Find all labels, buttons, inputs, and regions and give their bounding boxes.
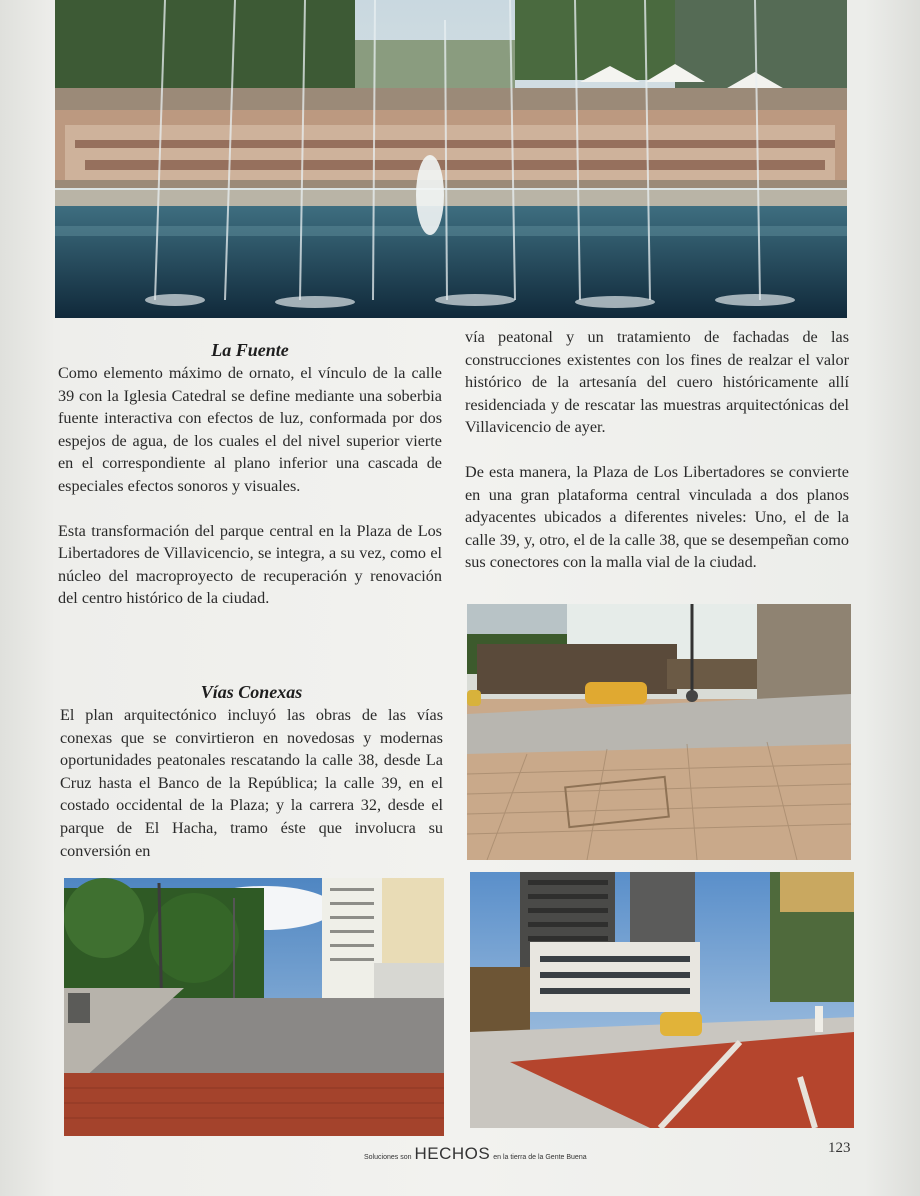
section-heading-vias-conexas: Vías Conexas (200, 682, 303, 702)
street-photo-pedestrian (64, 878, 444, 1136)
section-vias-conexas (60, 680, 443, 862)
paragraph: Esta transformación del parque central en la Plaza de Los Libertadores de Villavicencio, se integra, a su vez, como el núcleo del macroproyecto de recuperación y renovación del centro histórico de la ciudad. (58, 521, 442, 608)
footer-brand-name: HECHOS (414, 1144, 491, 1163)
paragraph: vía peatonal y un tratamiento de fachadas de las construcciones existentes con los fines de realzar el valor histórico de la artesanía del cuero históricamente allí residenciada y de rescatar las muestras arquitectónicas del Villavicencio de ayer. (465, 328, 849, 437)
paragraph: El plan arquitectónico incluyó las obras de las vías conexas que se convirtieron en novedosas y modernas oportunidades peatonales rescatando la calle 38, desde La Cruz hasta el Banco de la República; la calle 39, en el costado occidental de la Plaza; y la carrera 32, desde el parque de El Hacha, tramo éste que involucra su conversión en (60, 706, 443, 860)
footer-suffix: en la tierra de la Gente Buena (493, 1154, 587, 1161)
section-heading-la-fuente: La Fuente (211, 340, 289, 360)
paragraph: Como elemento máximo de ornato, el vínculo de la calle 39 con la Iglesia Catedral se define mediante una soberbia fuente interactiva con efectos de luz, conformada por dos espejos de agua, de los cuales el del nivel superior vierte en el correspondiente al plano inferior una cascada de especiales efectos sonoros y visuales. (58, 364, 442, 495)
page-number: 123 (828, 1140, 851, 1156)
paragraph: De esta manera, la Plaza de Los Libertadores se convierte en una gran plataforma central vinculada a dos planos adyacentes ubicados a diferentes niveles: Uno, el de la calle 39, y, otro, el de la calle 38, que se desempeñan como sus conectores con la malla vial de la ciudad. (465, 462, 849, 572)
street-photo-buildings (470, 872, 854, 1128)
fountain-photo (55, 0, 847, 318)
section-la-fuente (58, 338, 442, 610)
section-continued-text (465, 326, 849, 574)
footer-brand (364, 1144, 587, 1164)
street-photo-taxi (467, 604, 851, 860)
page-footer (0, 1138, 920, 1168)
footer-prefix: Soluciones son (364, 1154, 412, 1161)
